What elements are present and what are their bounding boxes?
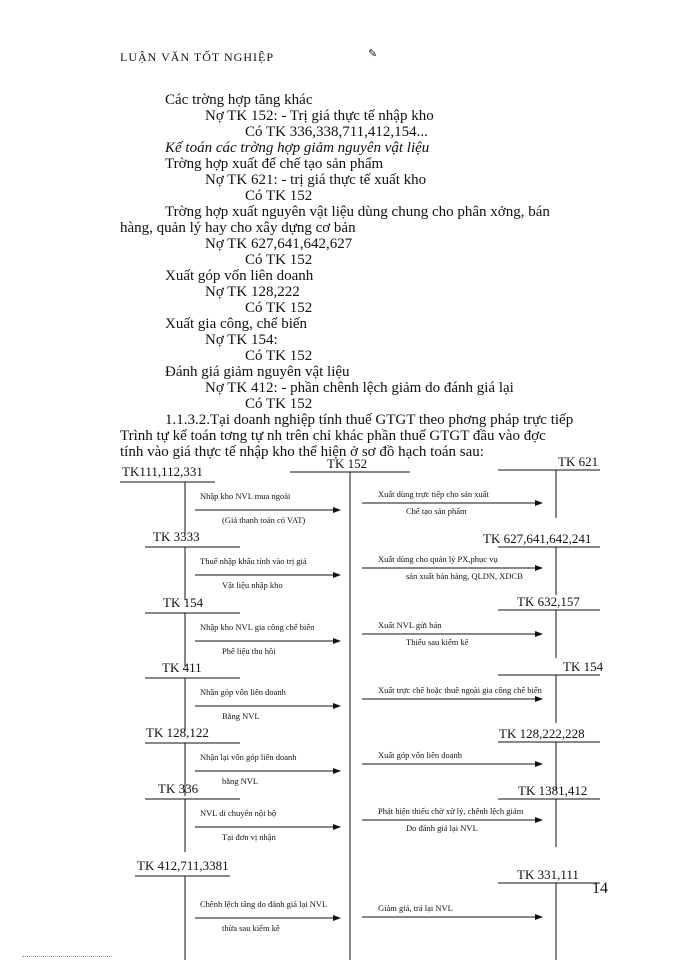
left-label: Chênh lệch tăng do đánh giá lại NVL [200, 899, 328, 909]
left-account: TK 412,711,3381 [137, 858, 229, 873]
text-line: tính vào giá thực tế nhập kho thể hiện ở sơ đồ hạch toán sau: [120, 444, 484, 460]
text-line: Có TK 152 [245, 348, 313, 364]
right-label: Chế tạo sản phẩm [406, 506, 467, 516]
section-heading: Kế toán các trờng hợp giảm nguyên vật liệu [165, 140, 430, 156]
right-label: Do đánh giá lại NVL [406, 823, 478, 833]
running-header: LUẬN VĂN TỐT NGHIỆP [120, 50, 274, 64]
left-account: TK111,112,331 [122, 464, 203, 479]
left-label: Nhập kho NVL gia công chế biến [200, 622, 315, 632]
text-line: Xuất góp vốn liên doanh [165, 268, 314, 284]
text-line: 1.1.3.2.Tại doanh nghiệp tính thuế GTGT theo phơng pháp trực tiếp [165, 412, 574, 428]
right-label: Xuất trực chế hoặc thuê ngoài gia công chế biến [378, 685, 542, 695]
text-line: Trình tự kế toán tơng tự nh trên chỉ khác phần thuế GTGT đầu vào đợc [120, 428, 546, 444]
left-label: Phế liệu thu hồi [222, 646, 276, 656]
text-line: Trờng hợp xuất để chế tạo sản phẩm [165, 156, 384, 172]
right-label: Thiếu sau kiểm kê [406, 637, 469, 647]
right-account: TK 154 [563, 659, 604, 674]
text-line: Nợ TK 152: - Trị giá thực tế nhập kho [205, 108, 434, 124]
left-label: NVL di chuyển nội bộ [200, 808, 277, 818]
left-account: TK 3333 [153, 529, 200, 544]
left-label: Nhận góp vốn liên doanh [200, 687, 286, 697]
right-label: Xuất NVL gửi bán [378, 620, 442, 630]
text-line: Nợ TK 621: - trị giá thực tế xuất kho [205, 172, 427, 188]
text-line: hàng, quản lý hay cho xây dựng cơ bản [120, 220, 356, 236]
left-label: Tại đơn vị nhận [222, 832, 276, 842]
left-label: Nhập kho NVL mua ngoài [200, 491, 291, 501]
text-line: Có TK 152 [245, 396, 313, 412]
left-label: bằng NVL [222, 776, 259, 786]
right-label: Phát hiện thiếu chờ xử lý, chênh lệch giảm [378, 806, 524, 816]
text-line: Có TK 152 [245, 188, 313, 204]
left-label: Vật liệu nhập kho [222, 580, 283, 590]
left-label: thừa sau kiểm kê [222, 923, 280, 933]
left-label: Thuế nhập khẩu tính vào trị giá [200, 556, 307, 566]
text-line: Nợ TK 154: [205, 332, 278, 348]
text-line: Có TK 152 [245, 252, 313, 268]
left-account: TK 336 [158, 781, 199, 796]
left-label: Nhận lại vốn góp liên doanh [200, 752, 297, 762]
text-line: Nợ TK 412: - phần chênh lệch giảm do đánh giá lại [205, 380, 514, 396]
right-account: TK 128,222,228 [499, 726, 585, 741]
text-line: Có TK 336,338,711,412,154... [245, 124, 428, 140]
right-account: TK 1381,412 [518, 783, 588, 798]
left-account: TK 128,122 [146, 725, 209, 740]
left-label: Bằng NVL [222, 711, 260, 721]
text-line: Nợ TK 627,641,642,627 [205, 236, 353, 252]
pen-doodle-icon: ✎ [368, 48, 378, 60]
text-line: Đánh giá giảm nguyên vật liệu [165, 364, 350, 380]
right-label: Xuất dùng cho quản lý PX,phục vụ [378, 554, 498, 564]
right-label: sản xuất bán hàng, QLDN, XDCB [406, 571, 523, 581]
text-line: Xuất gia công, chế biến [165, 316, 308, 332]
left-account: TK 411 [162, 660, 202, 675]
right-account: TK 621 [558, 454, 599, 469]
left-label: (Giá thanh toán có VAT) [222, 515, 306, 525]
left-account: TK 154 [163, 595, 204, 610]
text-line: Nợ TK 128,222 [205, 284, 300, 300]
right-label: Xuất dùng trực tiếp cho sản xuất [378, 489, 489, 499]
right-label: Giảm giá, trả lại NVL [378, 903, 453, 913]
right-label: Xuất góp vốn liên doanh [378, 750, 463, 760]
right-account: TK 627,641,642,241 [483, 531, 592, 546]
page-number: 14 [592, 880, 608, 897]
text-line: Trờng hợp xuất nguyên vật liệu dùng chung cho phân xởng, bán [165, 204, 550, 220]
right-account: TK 331,111 [517, 867, 579, 882]
text-line: Các trờng hợp tăng khác [165, 92, 313, 108]
right-account: TK 632,157 [517, 594, 580, 609]
center-account: TK 152 [327, 456, 368, 471]
footnote-rule [22, 956, 112, 957]
text-line: Có TK 152 [245, 300, 313, 316]
